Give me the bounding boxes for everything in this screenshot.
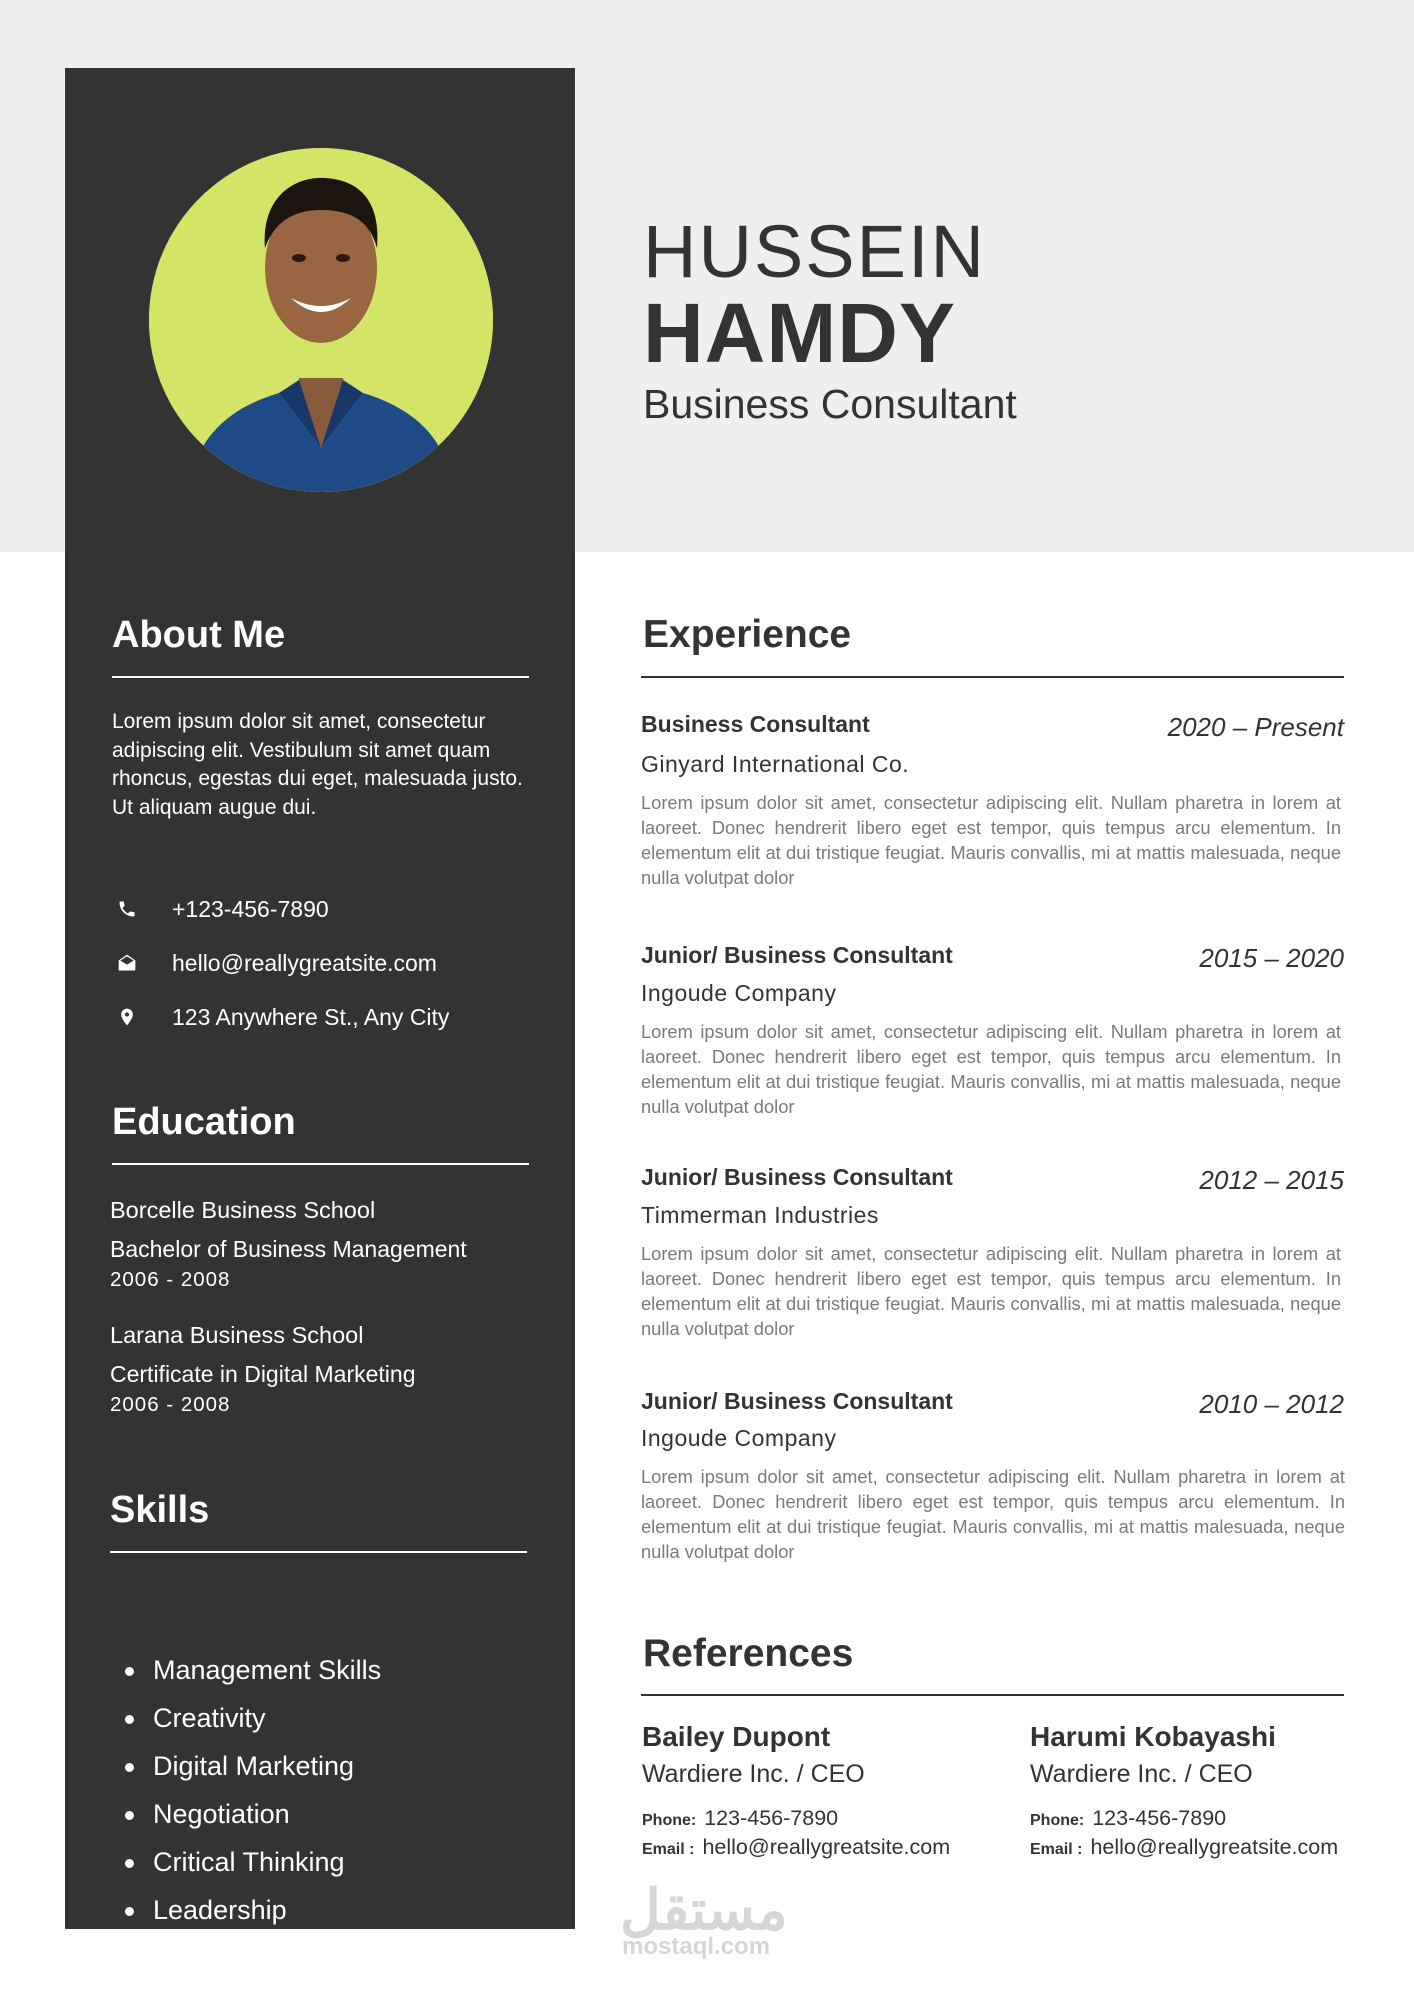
references-heading: References <box>643 1632 854 1675</box>
experience-dates: 2010 – 2012 <box>1199 1389 1344 1419</box>
experience-company: Ingoude Company <box>641 980 837 1006</box>
reference-org: Wardiere Inc. / CEO <box>642 1760 865 1788</box>
email-label: Email : <box>1030 1841 1083 1858</box>
reference-email <box>642 1833 950 1864</box>
reference-name: Bailey Dupont <box>642 1721 831 1752</box>
last-name: HAMDY <box>643 286 956 380</box>
phone-label: Phone: <box>642 1812 697 1829</box>
email-label: Email : <box>642 1841 695 1858</box>
experience-dates: 2020 – Present <box>1167 712 1344 742</box>
education-years: 2006 - 2008 <box>110 1268 231 1291</box>
experience-role: Business Consultant <box>641 711 870 737</box>
skills-list <box>125 1650 381 1938</box>
education-divider <box>112 1163 529 1165</box>
phone-text: +123-456-7890 <box>172 895 329 922</box>
skill-item: Digital Marketing <box>125 1746 381 1794</box>
skill-item: Critical Thinking <box>125 1842 381 1890</box>
about-text: Lorem ipsum dolor sit amet, consectetur adipiscing elit. Vestibulum sit amet quam rhoncus, egestas dui eget, malesuada justo. Ut aliquam augue dui. <box>112 710 523 819</box>
education-years: 2006 - 2008 <box>110 1393 231 1416</box>
education-school: Borcelle Business School <box>110 1197 376 1223</box>
skill-item: Negotiation <box>125 1794 381 1842</box>
watermark-logo: مستقل <box>620 1878 788 1941</box>
reference-name: Harumi Kobayashi <box>1030 1721 1276 1752</box>
job-title: Business Consultant <box>643 381 1017 427</box>
reference-org: Wardiere Inc. / CEO <box>1030 1760 1253 1788</box>
watermark-url: mostaql.com <box>622 1933 771 1960</box>
experience-role: Junior/ Business Consultant <box>641 1388 953 1414</box>
skill-item: Leadership <box>125 1890 381 1938</box>
education-heading: Education <box>112 1101 296 1143</box>
reference-email <box>1030 1833 1338 1864</box>
experience-dates: 2012 – 2015 <box>1199 1165 1344 1195</box>
email-value: hello@reallygreatsite.com <box>1090 1835 1339 1859</box>
skills-divider <box>110 1551 527 1553</box>
address-text: 123 Anywhere St., Any City <box>172 1003 450 1030</box>
email-value: hello@reallygreatsite.com <box>702 1835 951 1859</box>
references-divider <box>641 1694 1344 1696</box>
skill-item: Creativity <box>125 1698 381 1746</box>
experience-role: Junior/ Business Consultant <box>641 942 953 968</box>
sidebar <box>65 68 575 1929</box>
experience-company: Timmerman Industries <box>641 1202 879 1228</box>
experience-description: Lorem ipsum dolor sit amet, consectetur adipiscing elit. Nullam pharetra in lorem at laoreet. Donec hendrerit libero eget est tempor, quis tempus arcu elementum. In elementum elit at dui tristique feugiat. Mauris convallis, mi at mattis malesuada, neque nulla volutpat dolor <box>641 1021 1341 1117</box>
email-icon <box>112 948 142 978</box>
profile-photo <box>149 148 493 492</box>
experience-company: Ingoude Company <box>641 1425 837 1451</box>
education-degree: Bachelor of Business Management <box>110 1236 467 1262</box>
experience-role: Junior/ Business Consultant <box>641 1164 953 1190</box>
experience-description: Lorem ipsum dolor sit amet, consectetur adipiscing elit. Nullam pharetra in lorem at laoreet. Donec hendrerit libero eget est tempor, quis tempus arcu elementum. In elementum elit at dui tristique feugiat. Mauris convallis, mi at mattis malesuada, neque nulla volutpat dolor <box>641 1466 1345 1562</box>
education-degree: Certificate in Digital Marketing <box>110 1361 416 1387</box>
experience-description: Lorem ipsum dolor sit amet, consectetur adipiscing elit. Nullam pharetra in lorem at laoreet. Donec hendrerit libero eget est tempor, quis tempus arcu elementum. In elementum elit at dui tristique feugiat. Mauris convallis, mi at mattis malesuada, neque nulla volutpat dolor <box>641 792 1341 888</box>
contact-email <box>112 948 437 978</box>
email-text: hello@reallygreatsite.com <box>172 949 437 976</box>
about-divider <box>112 676 529 678</box>
about-heading: About Me <box>112 614 286 656</box>
contact-phone <box>112 894 329 924</box>
experience-dates: 2015 – 2020 <box>1199 943 1344 973</box>
experience-description: Lorem ipsum dolor sit amet, consectetur adipiscing elit. Nullam pharetra in lorem at laoreet. Donec hendrerit libero eget est tempor, quis tempus arcu elementum. In elementum elit at dui tristique feugiat. Mauris convallis, mi at mattis malesuada, neque nulla volutpat dolor <box>641 1243 1341 1339</box>
education-school: Larana Business School <box>110 1322 364 1348</box>
location-pin-icon <box>112 1002 142 1032</box>
phone-icon <box>112 894 142 924</box>
phone-value: 123-456-7890 <box>704 1806 839 1830</box>
contact-address <box>112 1002 449 1032</box>
skills-heading: Skills <box>110 1489 210 1531</box>
first-name: HUSSEIN <box>643 210 986 293</box>
experience-divider <box>641 676 1344 678</box>
skill-item: Management Skills <box>125 1650 381 1698</box>
reference-phone <box>642 1804 838 1835</box>
phone-label: Phone: <box>1030 1812 1085 1829</box>
experience-heading: Experience <box>643 613 852 656</box>
phone-value: 123-456-7890 <box>1092 1806 1227 1830</box>
experience-company: Ginyard International Co. <box>641 751 910 777</box>
reference-phone <box>1030 1804 1226 1835</box>
